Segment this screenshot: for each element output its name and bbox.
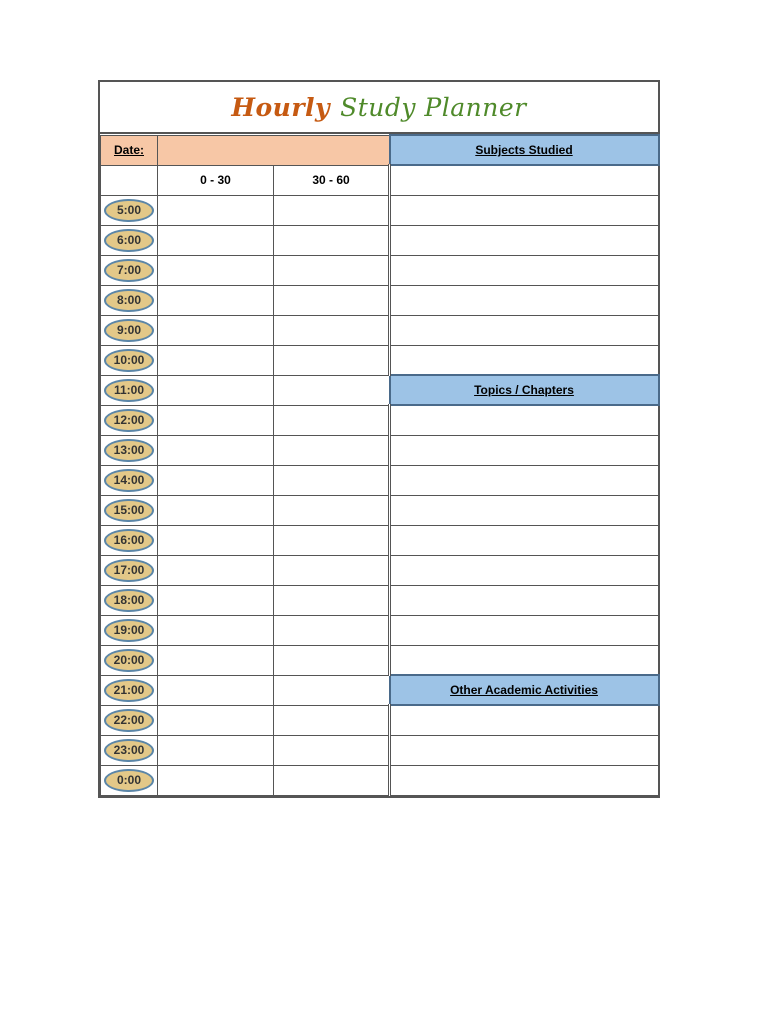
hour-label: 17:00 bbox=[104, 559, 154, 582]
slot-half-1-cell[interactable] bbox=[158, 465, 274, 495]
hour-row bbox=[101, 705, 659, 735]
other-academic-activities-header: Other Academic Activities bbox=[390, 675, 659, 705]
notes-entry-cell[interactable] bbox=[390, 615, 659, 645]
hour-label: 16:00 bbox=[104, 529, 154, 552]
slot-half-2-cell[interactable] bbox=[274, 495, 390, 525]
slot-half-2-cell[interactable] bbox=[274, 735, 390, 765]
slot-half-1-cell[interactable] bbox=[158, 255, 274, 285]
slot-half-1-cell[interactable] bbox=[158, 435, 274, 465]
notes-entry-cell[interactable] bbox=[390, 705, 659, 735]
planner-title bbox=[100, 82, 658, 134]
hour-row bbox=[101, 255, 659, 285]
slot-half-1-cell[interactable] bbox=[158, 405, 274, 435]
slot-half-1-cell[interactable] bbox=[158, 615, 274, 645]
slot-half-1-cell[interactable] bbox=[158, 765, 274, 795]
hour-label: 18:00 bbox=[104, 589, 154, 612]
hour-cell bbox=[101, 375, 158, 405]
hour-label: 20:00 bbox=[104, 649, 154, 672]
slot-half-1-cell[interactable] bbox=[158, 705, 274, 735]
planner-grid bbox=[100, 134, 660, 796]
notes-entry-cell[interactable] bbox=[390, 345, 659, 375]
time-header-cell bbox=[101, 165, 158, 195]
hour-cell bbox=[101, 495, 158, 525]
hour-row bbox=[101, 645, 659, 675]
slot-half-1-cell[interactable] bbox=[158, 495, 274, 525]
hour-label: 23:00 bbox=[104, 739, 154, 762]
slot-half-2-cell[interactable] bbox=[274, 375, 390, 405]
hour-label: 5:00 bbox=[104, 199, 154, 222]
hour-row bbox=[101, 345, 659, 375]
hour-cell bbox=[101, 675, 158, 705]
hour-label: 9:00 bbox=[104, 319, 154, 342]
hour-row bbox=[101, 405, 659, 435]
slot-half-2-cell[interactable] bbox=[274, 405, 390, 435]
slot-half-2-cell[interactable] bbox=[274, 315, 390, 345]
notes-entry-cell[interactable] bbox=[390, 525, 659, 555]
topics-chapters-header: Topics / Chapters bbox=[390, 375, 659, 405]
slot-half-1-cell[interactable] bbox=[158, 675, 274, 705]
hour-cell bbox=[101, 435, 158, 465]
hour-label: 12:00 bbox=[104, 409, 154, 432]
hour-label: 14:00 bbox=[104, 469, 154, 492]
date-label: Date: bbox=[101, 135, 158, 165]
hour-cell bbox=[101, 735, 158, 765]
slot-half-2-cell[interactable] bbox=[274, 615, 390, 645]
notes-entry-cell[interactable] bbox=[390, 465, 659, 495]
hour-row bbox=[101, 225, 659, 255]
title-word-hourly: Hourly bbox=[231, 92, 331, 122]
slot-half-2-cell[interactable] bbox=[274, 345, 390, 375]
hour-cell bbox=[101, 525, 158, 555]
hour-cell bbox=[101, 555, 158, 585]
hour-row bbox=[101, 525, 659, 555]
hour-row bbox=[101, 285, 659, 315]
hour-cell bbox=[101, 285, 158, 315]
hour-cell bbox=[101, 465, 158, 495]
hour-label: 22:00 bbox=[104, 709, 154, 732]
hour-cell bbox=[101, 615, 158, 645]
slot-half-2-cell[interactable] bbox=[274, 675, 390, 705]
slot-half-2-cell[interactable] bbox=[274, 435, 390, 465]
subject-entry-cell[interactable] bbox=[390, 165, 659, 195]
notes-entry-cell[interactable] bbox=[390, 555, 659, 585]
hour-row bbox=[101, 555, 659, 585]
date-input-cell[interactable] bbox=[158, 135, 390, 165]
notes-entry-cell[interactable] bbox=[390, 645, 659, 675]
half-hour-1-header: 0 - 30 bbox=[158, 165, 274, 195]
slot-half-2-cell[interactable] bbox=[274, 285, 390, 315]
hour-cell bbox=[101, 225, 158, 255]
slot-half-1-cell[interactable] bbox=[158, 225, 274, 255]
slot-half-1-cell[interactable] bbox=[158, 345, 274, 375]
slot-half-2-cell[interactable] bbox=[274, 255, 390, 285]
hour-cell bbox=[101, 645, 158, 675]
hour-label: 10:00 bbox=[104, 349, 154, 372]
notes-entry-cell[interactable] bbox=[390, 405, 659, 435]
hour-row bbox=[101, 435, 659, 465]
notes-entry-cell[interactable] bbox=[390, 735, 659, 765]
hour-cell bbox=[101, 255, 158, 285]
slot-half-1-cell[interactable] bbox=[158, 195, 274, 225]
subjects-studied-header: Subjects Studied bbox=[390, 135, 659, 165]
slot-half-1-cell[interactable] bbox=[158, 315, 274, 345]
slot-half-2-cell[interactable] bbox=[274, 225, 390, 255]
slot-half-2-cell[interactable] bbox=[274, 465, 390, 495]
hour-cell bbox=[101, 315, 158, 345]
notes-entry-cell[interactable] bbox=[390, 435, 659, 465]
slot-half-1-cell[interactable] bbox=[158, 645, 274, 675]
hour-cell bbox=[101, 345, 158, 375]
hour-row bbox=[101, 615, 659, 645]
hour-row bbox=[101, 315, 659, 345]
hour-label: 13:00 bbox=[104, 439, 154, 462]
hour-label: 7:00 bbox=[104, 259, 154, 282]
hour-cell bbox=[101, 585, 158, 615]
hour-label: 19:00 bbox=[104, 619, 154, 642]
date-row bbox=[101, 135, 659, 165]
slot-half-1-cell[interactable] bbox=[158, 525, 274, 555]
hour-cell bbox=[101, 765, 158, 795]
hour-row bbox=[101, 375, 659, 405]
hour-row bbox=[101, 735, 659, 765]
notes-entry-cell[interactable] bbox=[390, 225, 659, 255]
slot-half-2-cell[interactable] bbox=[274, 195, 390, 225]
hour-row bbox=[101, 195, 659, 225]
slot-half-2-cell[interactable] bbox=[274, 555, 390, 585]
hour-row bbox=[101, 585, 659, 615]
slot-half-1-cell[interactable] bbox=[158, 285, 274, 315]
notes-entry-cell[interactable] bbox=[390, 315, 659, 345]
hour-label: 15:00 bbox=[104, 499, 154, 522]
slot-half-1-cell[interactable] bbox=[158, 375, 274, 405]
slot-half-2-cell[interactable] bbox=[274, 585, 390, 615]
study-planner-sheet bbox=[98, 80, 660, 798]
hour-row bbox=[101, 765, 659, 795]
slot-half-1-cell[interactable] bbox=[158, 555, 274, 585]
hour-label: 0:00 bbox=[104, 769, 154, 792]
notes-entry-cell[interactable] bbox=[390, 585, 659, 615]
hour-label: 11:00 bbox=[104, 379, 154, 402]
notes-entry-cell[interactable] bbox=[390, 765, 659, 795]
slot-half-2-cell[interactable] bbox=[274, 765, 390, 795]
slot-half-2-cell[interactable] bbox=[274, 645, 390, 675]
hour-label: 6:00 bbox=[104, 229, 154, 252]
half-hour-header-row bbox=[101, 165, 659, 195]
slot-half-2-cell[interactable] bbox=[274, 525, 390, 555]
half-hour-2-header: 30 - 60 bbox=[274, 165, 390, 195]
hour-label: 21:00 bbox=[104, 679, 154, 702]
slot-half-1-cell[interactable] bbox=[158, 735, 274, 765]
hour-cell bbox=[101, 705, 158, 735]
slot-half-2-cell[interactable] bbox=[274, 705, 390, 735]
hour-row bbox=[101, 675, 659, 705]
hour-cell bbox=[101, 405, 158, 435]
title-word-study-planner: Study Planner bbox=[340, 92, 527, 122]
hour-row bbox=[101, 465, 659, 495]
hour-cell bbox=[101, 195, 158, 225]
hour-row bbox=[101, 495, 659, 525]
notes-entry-cell[interactable] bbox=[390, 495, 659, 525]
notes-entry-cell[interactable] bbox=[390, 285, 659, 315]
notes-entry-cell[interactable] bbox=[390, 195, 659, 225]
hour-label: 8:00 bbox=[104, 289, 154, 312]
slot-half-1-cell[interactable] bbox=[158, 585, 274, 615]
notes-entry-cell[interactable] bbox=[390, 255, 659, 285]
